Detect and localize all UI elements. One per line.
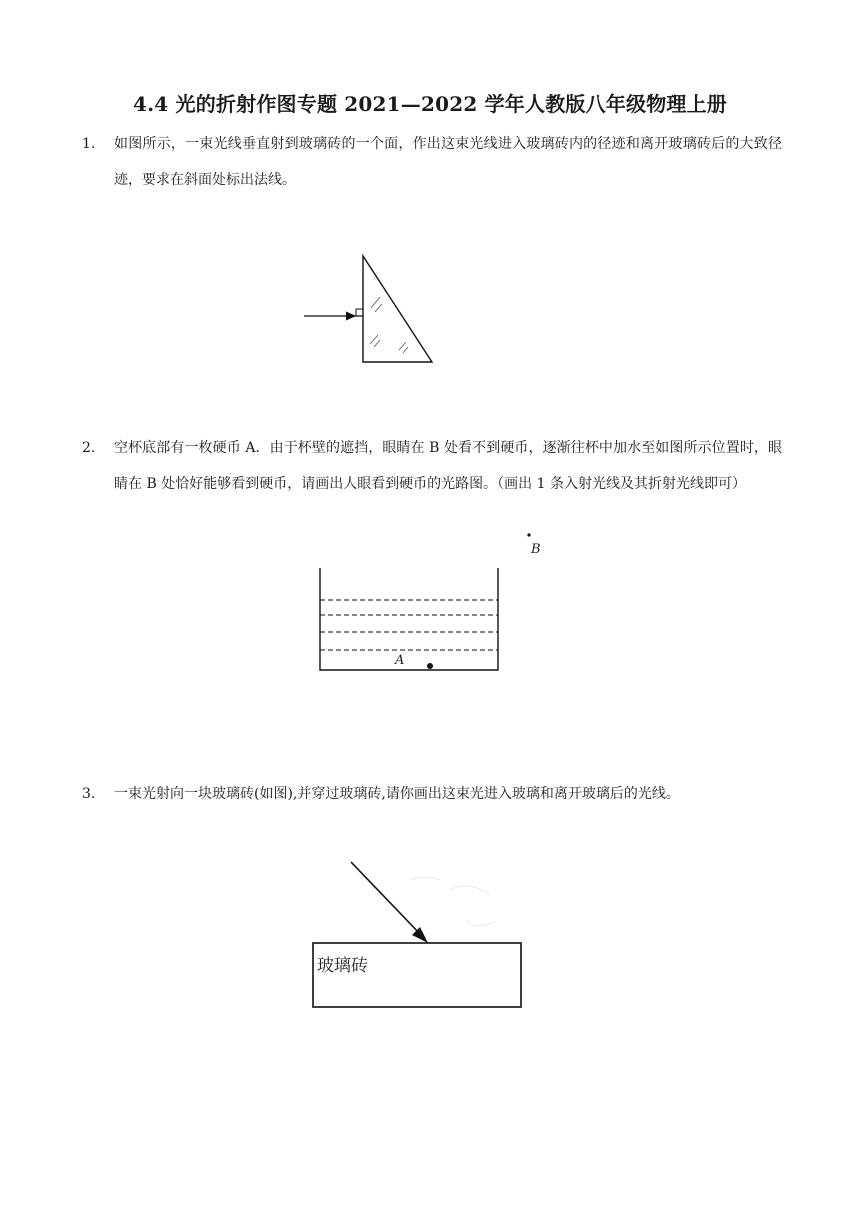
coin-a: [427, 663, 433, 669]
page-title: 4.4 光的折射作图专题 2021—2022 学年人教版八年级物理上册: [132, 92, 727, 116]
ray-arrowhead: [346, 312, 356, 321]
question-number: 2.: [82, 440, 96, 456]
ray-arrowhead: [412, 927, 428, 943]
question-text: 一束光射向一块玻璃砖(如图),并穿过玻璃砖,请你画出这束光进入玻璃和离开玻璃后的光线。: [114, 786, 680, 802]
question-number: 1.: [82, 136, 96, 152]
water-lines: [320, 600, 498, 650]
scan-smudge: [410, 877, 495, 926]
question-text: 空杯底部有一枚硬币 A．由于杯壁的遮挡，眼睛在 B 处看不到硬币，逐渐往杯中加水至如图所示位置时，眼睛在 B 处恰好能够看到硬币，请画出人眼看到硬币的光路图。（画出 1 条入射光线及其折射光线即可）: [114, 440, 782, 492]
label-b: B: [531, 542, 541, 557]
prism-figure: [300, 252, 440, 367]
right-angle-mark: [356, 309, 363, 316]
cup-outline: [320, 568, 498, 670]
glass-block-figure: [300, 850, 540, 1020]
glass-prism: [363, 256, 432, 362]
question-number: 3.: [82, 786, 96, 802]
glass-block-label: 玻璃砖: [317, 956, 368, 976]
incident-ray: [351, 862, 422, 936]
label-a: A: [395, 653, 405, 668]
question-text: 如图所示，一束光线垂直射到玻璃砖的一个面，作出这束光线进入玻璃砖内的径迹和离开玻璃砖后的大致径迹，要求在斜面处标出法线。: [114, 136, 782, 188]
eye-point-b: [527, 533, 530, 536]
cup-figure: [310, 528, 550, 678]
